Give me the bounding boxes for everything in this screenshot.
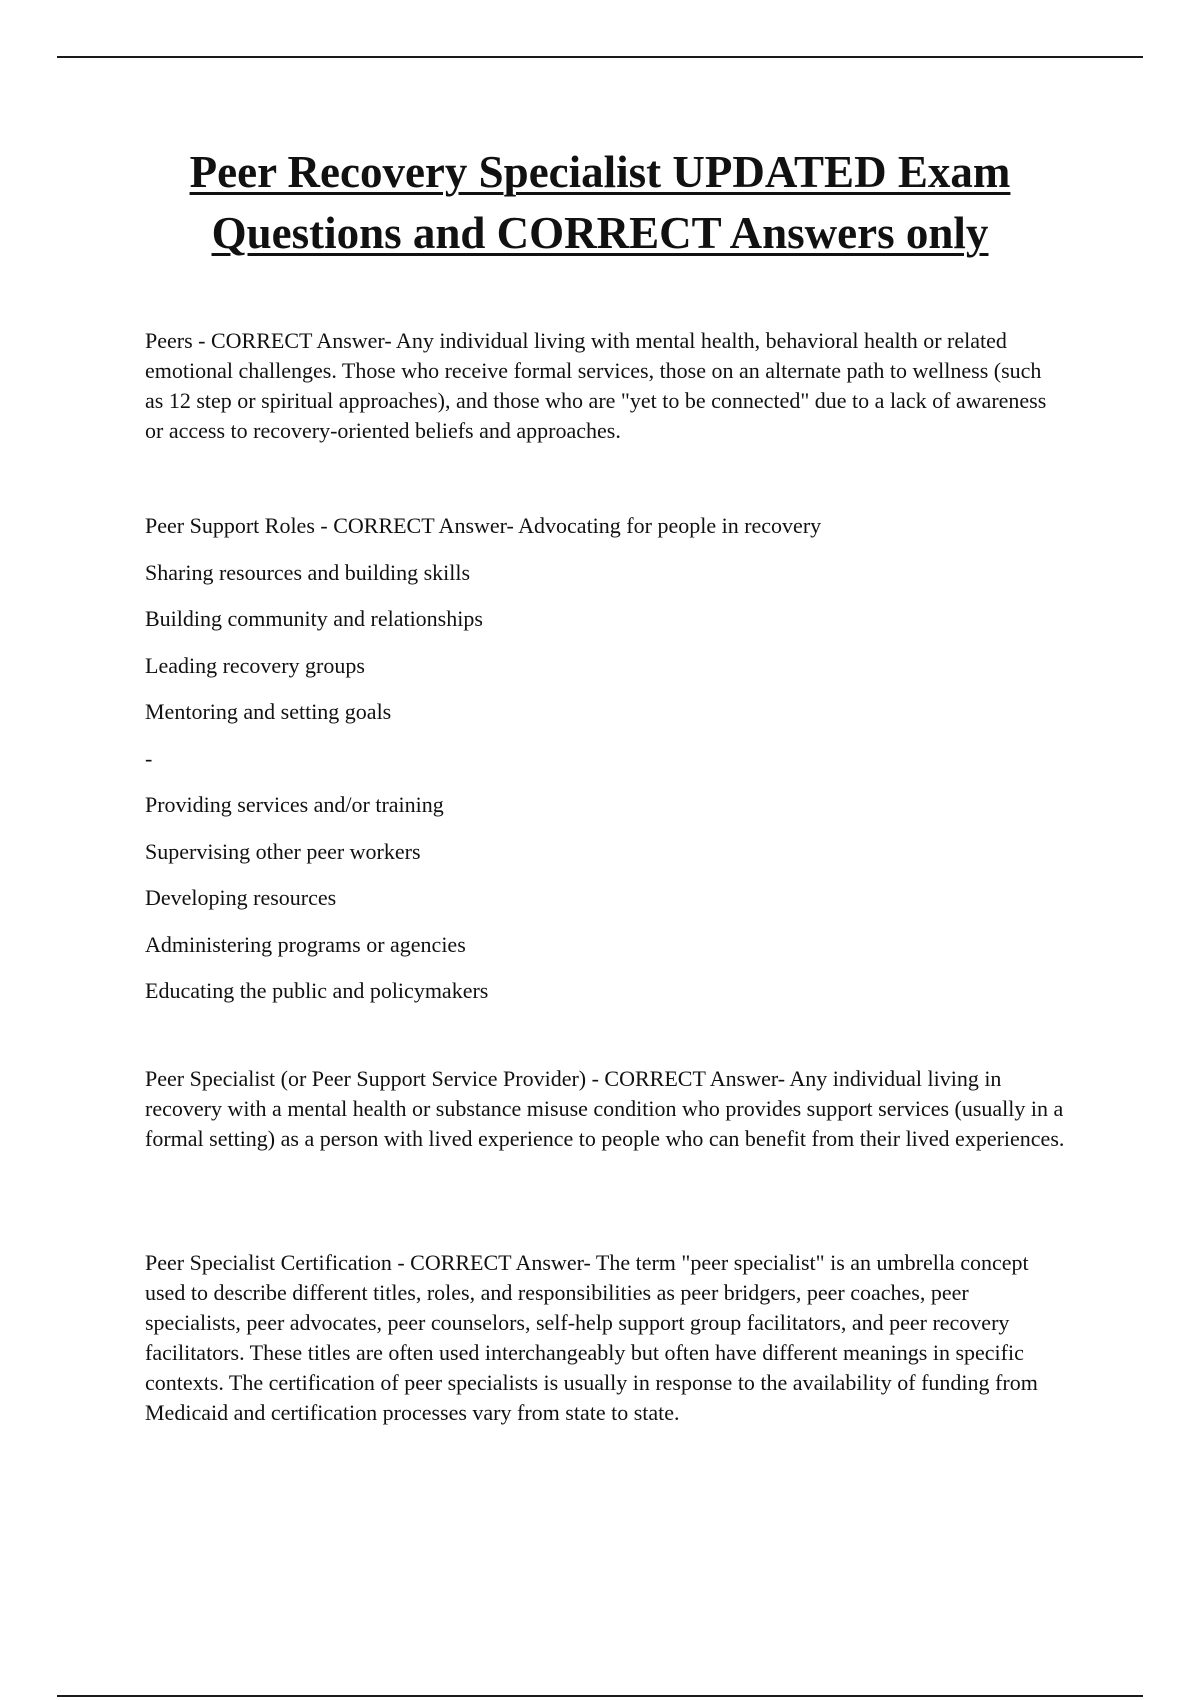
- entry-peer-specialist-certification: [145, 1248, 1065, 1428]
- list-item: Developing resources: [145, 885, 337, 910]
- page-title: [100, 142, 1100, 264]
- bottom-rule: [57, 1695, 1143, 1697]
- list-item: Mentoring and setting goals: [145, 699, 392, 724]
- list-item: Leading recovery groups: [145, 652, 365, 678]
- list-item: Supervising other peer workers: [145, 838, 421, 864]
- top-rule: [57, 56, 1143, 58]
- entry-peer-support-roles: [145, 511, 1065, 1023]
- list-item: Sharing resources and building skills: [145, 559, 471, 585]
- title-line-2: Questions and CORRECT Answers only: [211, 208, 989, 258]
- list-item: Providing services and/or training: [145, 792, 444, 817]
- entry-text: Peer Specialist Certification - CORRECT Answer- The term "peer specialist" is an umbrella concept used to describe different titles, roles, and responsibilities as peer bridgers, peer coaches, peer specialists, peer advocates, peer counselors, self-help support group facilitators, and peer recovery facilitators. These titles are often used interchangeably but often have different meanings in specific contexts. The certification of peer specialists is usually in response to the availability of funding from Medicaid and certification processes vary from state to state.: [145, 1250, 1038, 1425]
- entry-peers: [145, 326, 1065, 446]
- entry-text: Peer Specialist (or Peer Support Service Provider) - CORRECT Answer- Any individual living in recovery with a mental health or substance misuse condition who provides support services (usually in a formal setting) as a person with lived experience to people who can benefit from their lived experiences.: [145, 1066, 1065, 1151]
- list-item: Peer Support Roles - CORRECT Answer- Advocating for people in recovery: [145, 513, 822, 538]
- list-item: Administering programs or agencies: [145, 931, 466, 957]
- list-item: Educating the public and policymakers: [145, 978, 489, 1003]
- entry-text: Peers - CORRECT Answer- Any individual living with mental health, behavioral health or related emotional challenges. Those who receive formal services, those on an alternate path to wellness (such as 12 step or spiritual approaches), and those who are "yet to be connected" due to a lack of awareness or access to recovery-oriented beliefs and approaches.: [145, 328, 1047, 443]
- entry-peer-specialist: [145, 1064, 1065, 1154]
- list-item: -: [145, 745, 153, 771]
- list-item: Building community and relationships: [145, 606, 483, 631]
- title-line-1: Peer Recovery Specialist UPDATED Exam: [189, 147, 1011, 197]
